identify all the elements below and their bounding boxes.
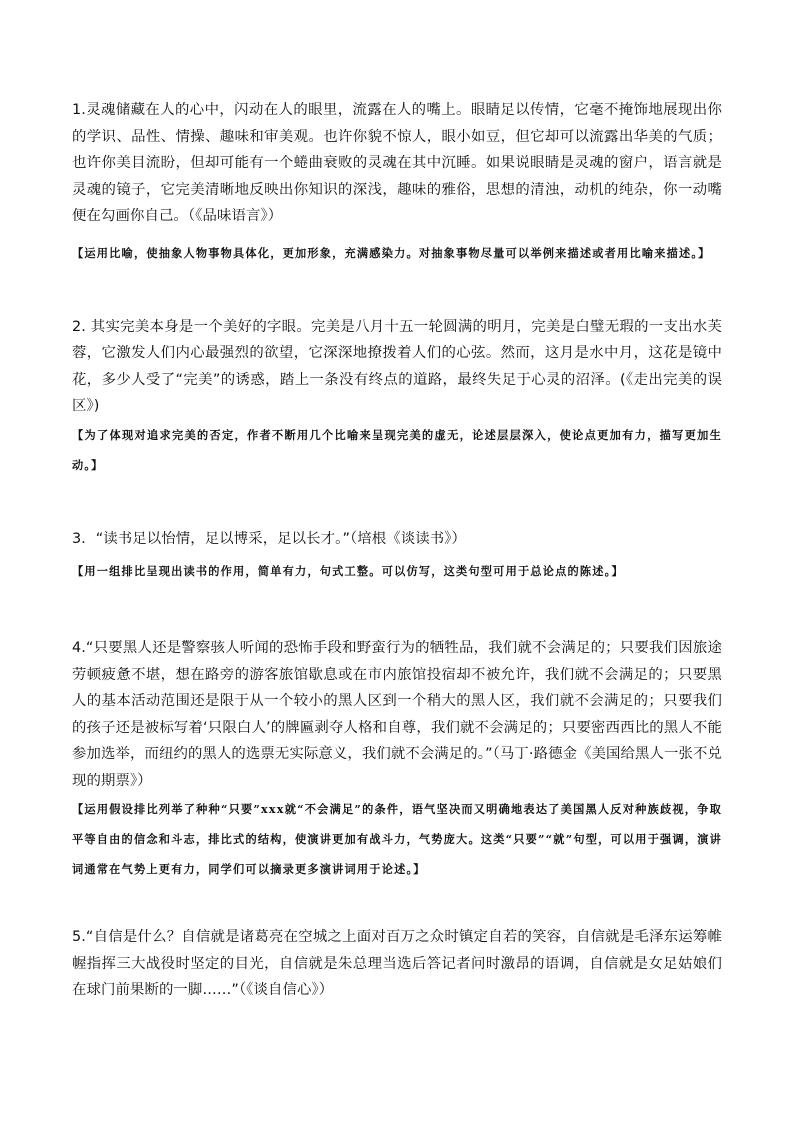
example-2 bbox=[72, 314, 722, 480]
example-2-text: 2. 其实完美本身是一个美好的字眼。完美是八月十五一轮圆满的明月，完美是白璧无瑕的一支出水芙蓉，它激发人们内心最强烈的欲望，它深深地撩拨着人们的心弦。然而，这月是水中月，这花是镜中花，多少人受了“完美”的诱惑，踏上一条没有终点的道路，最终失足于心灵的沼泽。(《走出完美的误区》) bbox=[72, 318, 722, 414]
example-5 bbox=[72, 924, 722, 1004]
example-4-note: 【运用假设排比列举了种种“只要”xxx就“不会满足”的条件，语气坚决而又明确地表达了美国黑人反对种族歧视，争取平等自由的信念和斗志，排比式的结构，使演讲更加有战斗力，气势庞大。这类“只要”“就”句型，可以用于强调，演讲词通常在气势上更有力，同学们可以摘录更多演讲词用于论述。】 bbox=[72, 802, 722, 876]
example-3-note: 【用一组排比呈现出读书的作用，简单有力，句式工整。可以仿写，这类句型可用于总论点的陈述。】 bbox=[72, 564, 624, 578]
example-4 bbox=[72, 635, 722, 884]
example-1 bbox=[72, 97, 722, 268]
example-5-text: 5.“自信是什么？自信就是诸葛亮在空城之上面对百万之众时镇定自若的笑容，自信就是毛泽东运筹帷幄指挥三大战役时坚定的目光，自信就是朱总理当选后答记者问时激昂的语调，自信就是女足姑娘们在球门前果断的一脚……”（《谈自信心》） bbox=[72, 929, 722, 998]
example-1-note: 【运用比喻，使抽象人物事物具体化，更加形象，充满感染力。对抽象事物尽量可以举例来描述或者用比喻来描述。】 bbox=[72, 245, 711, 260]
example-1-text: 1.灵魂储藏在人的心中，闪动在人的眼里，流露在人的嘴上。眼睛足以传情，它毫不掩饰地展现出你的学识、品性、情操、趣味和审美观。也许你貌不惊人，眼小如豆，但它却可以流露出华美的气质；也许你美目流盼，但却可能有一个蜷曲衰败的灵魂在其中沉睡。如果说眼睛是灵魂的窗户，语言就是灵魂的镜子，它完美清晰地反映出你知识的深浅，趣味的雅俗，思想的清浊，动机的纯杂，你一动嘴便在勾画你自己。（《品味语言》） bbox=[72, 102, 722, 224]
example-4-text: 4.“只要黑人还是警察骇人听闻的恐怖手段和野蛮行为的牺牲品，我们就不会满足的；只要我们因旅途劳顿疲惫不堪，想在路旁的游客旅馆歇息或在市内旅馆投宿却不被允许，我们就不会满足的；只要黑人的基本活动范围还是限于从一个较小的黑人区到一个稍大的黑人区，我们就不会满足的；只要我们的孩子还是被标写着‘只限白人’的牌匾剥夺人格和自尊，我们就不会满足的；只要密西西比的黑人不能参加选举，而纽约的黑人的选票无实际意义，我们就不会满足的。”（马丁·路德金《美国给黑人一张不兑现的期票》） bbox=[72, 640, 722, 789]
example-3 bbox=[72, 526, 722, 587]
document-page bbox=[72, 97, 722, 1004]
example-3-text: 3．“读书足以怡情，足以博采，足以长才。”（培根《谈读书》） bbox=[72, 530, 467, 547]
example-2-note: 【为了体现对追求完美的否定，作者不断用几个比喻来呈现完美的虚无，论述层层深入，使论点更加有力，描写更加生动。】 bbox=[72, 427, 722, 472]
